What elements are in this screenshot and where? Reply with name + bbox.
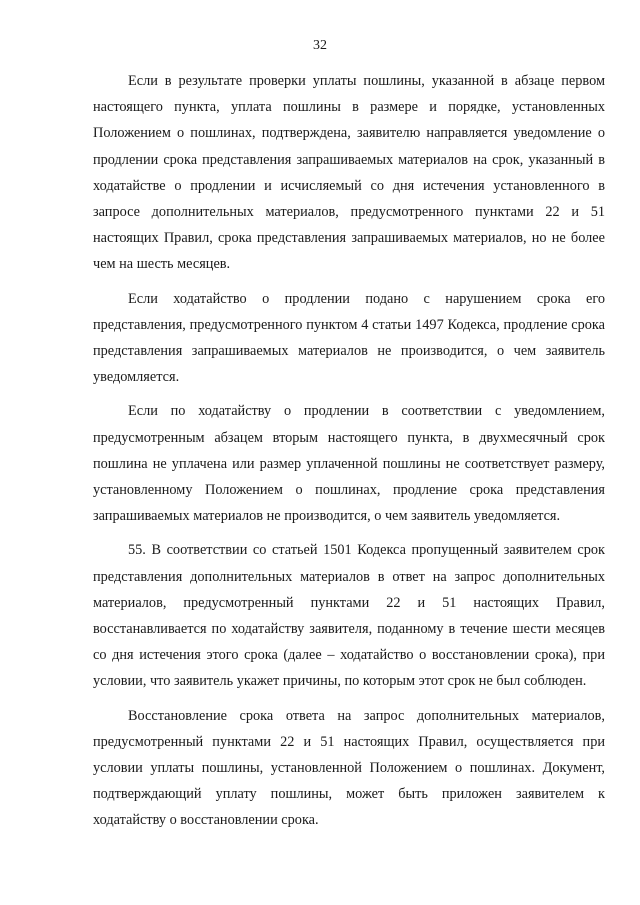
paragraph-1: Если в результате проверки уплаты пошлины, указанной в абзаце первом настоящего пункта, уплата пошлины в размере и порядке, установленных Положением о пошлинах, подтверждена, заявителю направляется уведомление о продлении срока представления запрашиваемых материалов на срок, указанный в ходатайстве о продлении и исчисляемый со дня истечения установленного в запросе дополнительных материалов, предусмотренного пунктами 22 и 51 настоящих Правил, срока представления запрашиваемых материалов, но не более чем на шесть месяцев. xyxy=(93,73,605,273)
page-number: 32 xyxy=(313,38,327,53)
paragraph-4: 55. В соответствии со статьей 1501 Кодекса пропущенный заявителем срок представления дополнительных материалов в ответ на запрос дополнительных материалов, предусмотренный пунктами 22 и 51 настоящих Правил, восстанавливается по ходатайству заявителя, поданному в течение шести месяцев со дня истечения этого срока (далее – ходатайство о восстановлении срока), при условии, что заявитель укажет причины, по которым этот срок не был соблюден. xyxy=(93,542,605,690)
paragraph-3: Если по ходатайству о продлении в соответствии с уведомлением, предусмотренным абзацем вторым настоящего пункта, в двухмесячный срок пошлина не уплачена или размер уплаченной пошлины не соответствует размеру, установленному Положением о пошлинах, продление срока представления запрашиваемых материалов не производится, о чем заявитель уведомляется. xyxy=(93,403,605,525)
document-body xyxy=(93,68,605,842)
paragraph-2: Если ходатайство о продлении подано с нарушением срока его представления, предусмотренного пунктом 4 статьи 1497 Кодекса, продление срока представления запрашиваемых материалов не производится, о чем заявитель уведомляется. xyxy=(93,290,605,386)
paragraph-5: Восстановление срока ответа на запрос дополнительных материалов, предусмотренный пунктами 22 и 51 настоящих Правил, осуществляется при условии уплаты пошлины, установленной Положением о пошлинах. Документ, подтверждающий уплату пошлины, может быть приложен заявителем к ходатайству о восстановлении срока. xyxy=(93,707,605,829)
